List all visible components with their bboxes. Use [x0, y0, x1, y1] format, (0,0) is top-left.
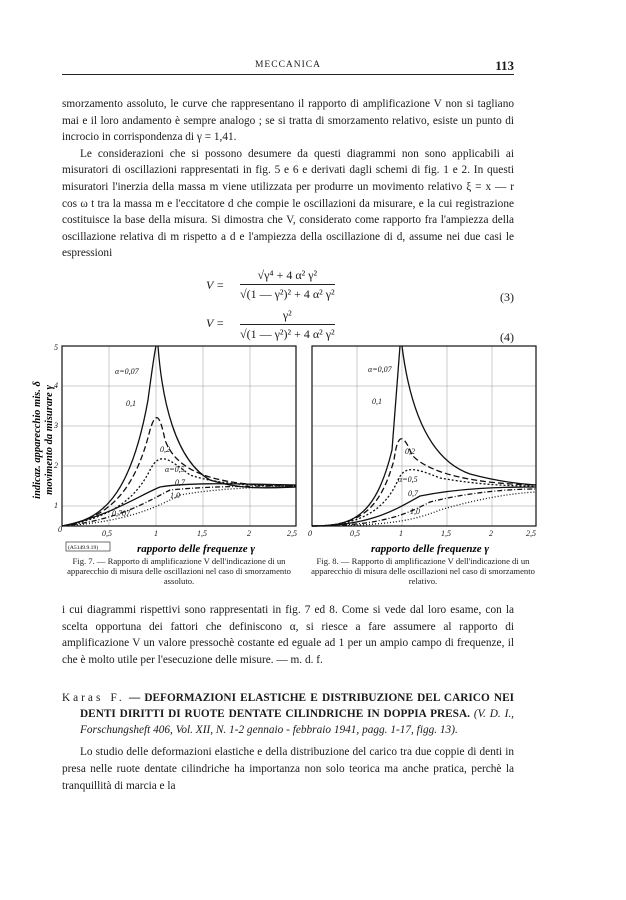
label-a0707: 0,707 [112, 509, 130, 518]
label-r-a007: α=0,07 [368, 365, 392, 374]
article-entry [62, 690, 514, 795]
y-tick-5: 5 [54, 343, 58, 352]
article-author: Karas F. [62, 692, 125, 704]
label-a07: 0,7 [175, 478, 185, 487]
label-a02: 0,2 [160, 445, 170, 454]
label-r-a10: 1,0 [410, 507, 420, 516]
r-x-tick-15: 1,5 [441, 529, 451, 538]
curve-r-a007-right [402, 346, 536, 485]
y-tick-1: 1 [54, 501, 58, 510]
formula-4-number: (4) [500, 330, 514, 344]
article-heading [62, 690, 514, 738]
label-a05: α=0,5 [165, 465, 185, 474]
curve-r-a07 [312, 489, 536, 526]
caption-fig7: Fig. 7. — Rapporto di amplificazione V dell'indicazione di un apparecchio di misura delle oscillazioni nel caso di smorzamento assoluto. [67, 556, 291, 586]
running-title: MECCANICA [254, 60, 321, 70]
paragraph-1: smorzamento assoluto, le curve che rappresentano il rapporto di amplificazione V non si tagliano mai e il loro andamento è sempre analogo ; se si tratta di smorzamento relativo, esiste un punto di incrocio in corrispondenza di γ = 1,41. [62, 98, 514, 144]
x-axis-label-right: rapporto delle frequenze γ [371, 543, 489, 555]
y-axis-label-1: indicaz. apparecchio mis. δ [32, 381, 43, 499]
article-citation: (V. D. I., Forschungsheft 406, Vol. XII, N. 1-2 gennaio - febbraio 1941, pagg. 1-17, figg. 13). [80, 708, 514, 736]
y-tick-3: 3 [54, 421, 58, 430]
r-x-tick-05: 0,5 [350, 529, 360, 538]
r-x-tick-25: 2,5 [526, 529, 536, 538]
x-tick-25: 2,5 [287, 529, 297, 538]
caption-fig8: Fig. 8. — Rapporto di amplificazione V dell'indicazione di un apparecchio di misura delle oscillazioni nel caso di smorzamento relativo. [311, 556, 535, 586]
article-body: Lo studio delle deformazioni elastiche e della distribuzione del carico tra due coppie di denti in presa nelle ruote dentate cilindriche ha importanza non solo teorica ma anche pratica, perchè la tranquillità di marcia e la [62, 746, 514, 792]
x-tick-1: 1 [154, 529, 158, 538]
page-header [62, 58, 514, 75]
x-tick-2: 2 [247, 529, 251, 538]
body-text-bottom [62, 602, 514, 668]
x-tick-0: 0 [58, 525, 62, 534]
label-r-a05: α=0,5 [398, 475, 418, 484]
label-a007: α=0,07 [115, 367, 139, 376]
figure-8 [308, 346, 536, 555]
curve-r-a02 [312, 470, 536, 526]
label-a01: 0,1 [126, 399, 136, 408]
y-tick-4: 4 [54, 381, 58, 390]
formula-4-numerator: γ² [240, 308, 335, 325]
paragraph-3: i cui diagrammi rispettivi sono rappresentati in fig. 7 ed 8. Come si vede dal loro esame, con la scelta opportuna dei fattori che definiscono α, si riesce a fare assumere al rapporto di amplificazione V un valore pressochè costante ed eguale ad 1 per un ampio campo di frequenze, il che è molto utile per l'esecuzione delle misure. — m. d. f. [62, 604, 514, 666]
r-x-tick-0: 0 [308, 529, 312, 538]
formula-4-denominator: √(1 — γ²)² + 4 α² γ² [240, 327, 335, 341]
r-x-tick-1: 1 [399, 529, 403, 538]
body-text-top [62, 96, 514, 262]
label-r-a01: 0,1 [372, 397, 382, 406]
y-tick-2: 2 [54, 461, 58, 470]
label-r-a07: 0,7 [408, 489, 418, 498]
r-x-tick-2: 2 [489, 529, 493, 538]
formula-3-fraction [240, 268, 335, 302]
formula-4-lhs: V = [206, 316, 225, 330]
formula-3-number: (3) [500, 290, 514, 304]
x-tick-05: 0,5 [102, 529, 112, 538]
label-a10: 1,0 [170, 491, 180, 500]
y-axis-label-2: movimento da misurare γ [44, 385, 55, 495]
article-title: — DEFORMAZIONI ELASTICHE E DISTRIBUZIONE DEL CARICO NEI DENTI DIRITTI DI RUOTE DENTATE CILINDRICHE IN DOPPIA PRESA. [80, 692, 514, 720]
formula-4-fraction [240, 308, 335, 342]
figures [0, 340, 626, 570]
formula-3-denominator: √(1 — γ²)² + 4 α² γ² [240, 287, 335, 301]
curve-r-a10 [312, 492, 536, 526]
page-number: 113 [495, 58, 514, 73]
formula-3-numerator: √γ⁴ + 4 α² γ² [240, 268, 335, 285]
paragraph-2: Le considerazioni che si possono desumere da questi diagrammi non sono applicabili ai misuratori di oscillazioni rappresentati in fig. 5 e 6 e derivati dagli schemi di fig. 1 e 2. In questi misuratori l'inerzia della massa m viene utilizzata per produrre un movimento relativo ξ = x — r cos ω t tra la massa m e l'eccitatore d che compie le oscillazioni da misurare, e la cui registrazione costituisce la base della misura. Si dimostra che V, considerato come rapporto fra l'ampiezza della oscillazione relativa di m rispetto a d e l'ampiezza della oscillazione di d, assume nei due casi le espressioni [62, 147, 514, 260]
curve-r-a05 [312, 487, 536, 526]
label-r-a02: 0,2 [405, 447, 415, 456]
x-tick-15: 1,5 [197, 529, 207, 538]
figure-7 [32, 343, 297, 555]
stamp-text: (A5149.9.19) [68, 545, 99, 551]
formula-3-lhs: V = [206, 278, 225, 292]
curve-r-a01 [312, 439, 536, 526]
x-axis-label-left: rapporto delle frequenze γ [137, 543, 255, 555]
